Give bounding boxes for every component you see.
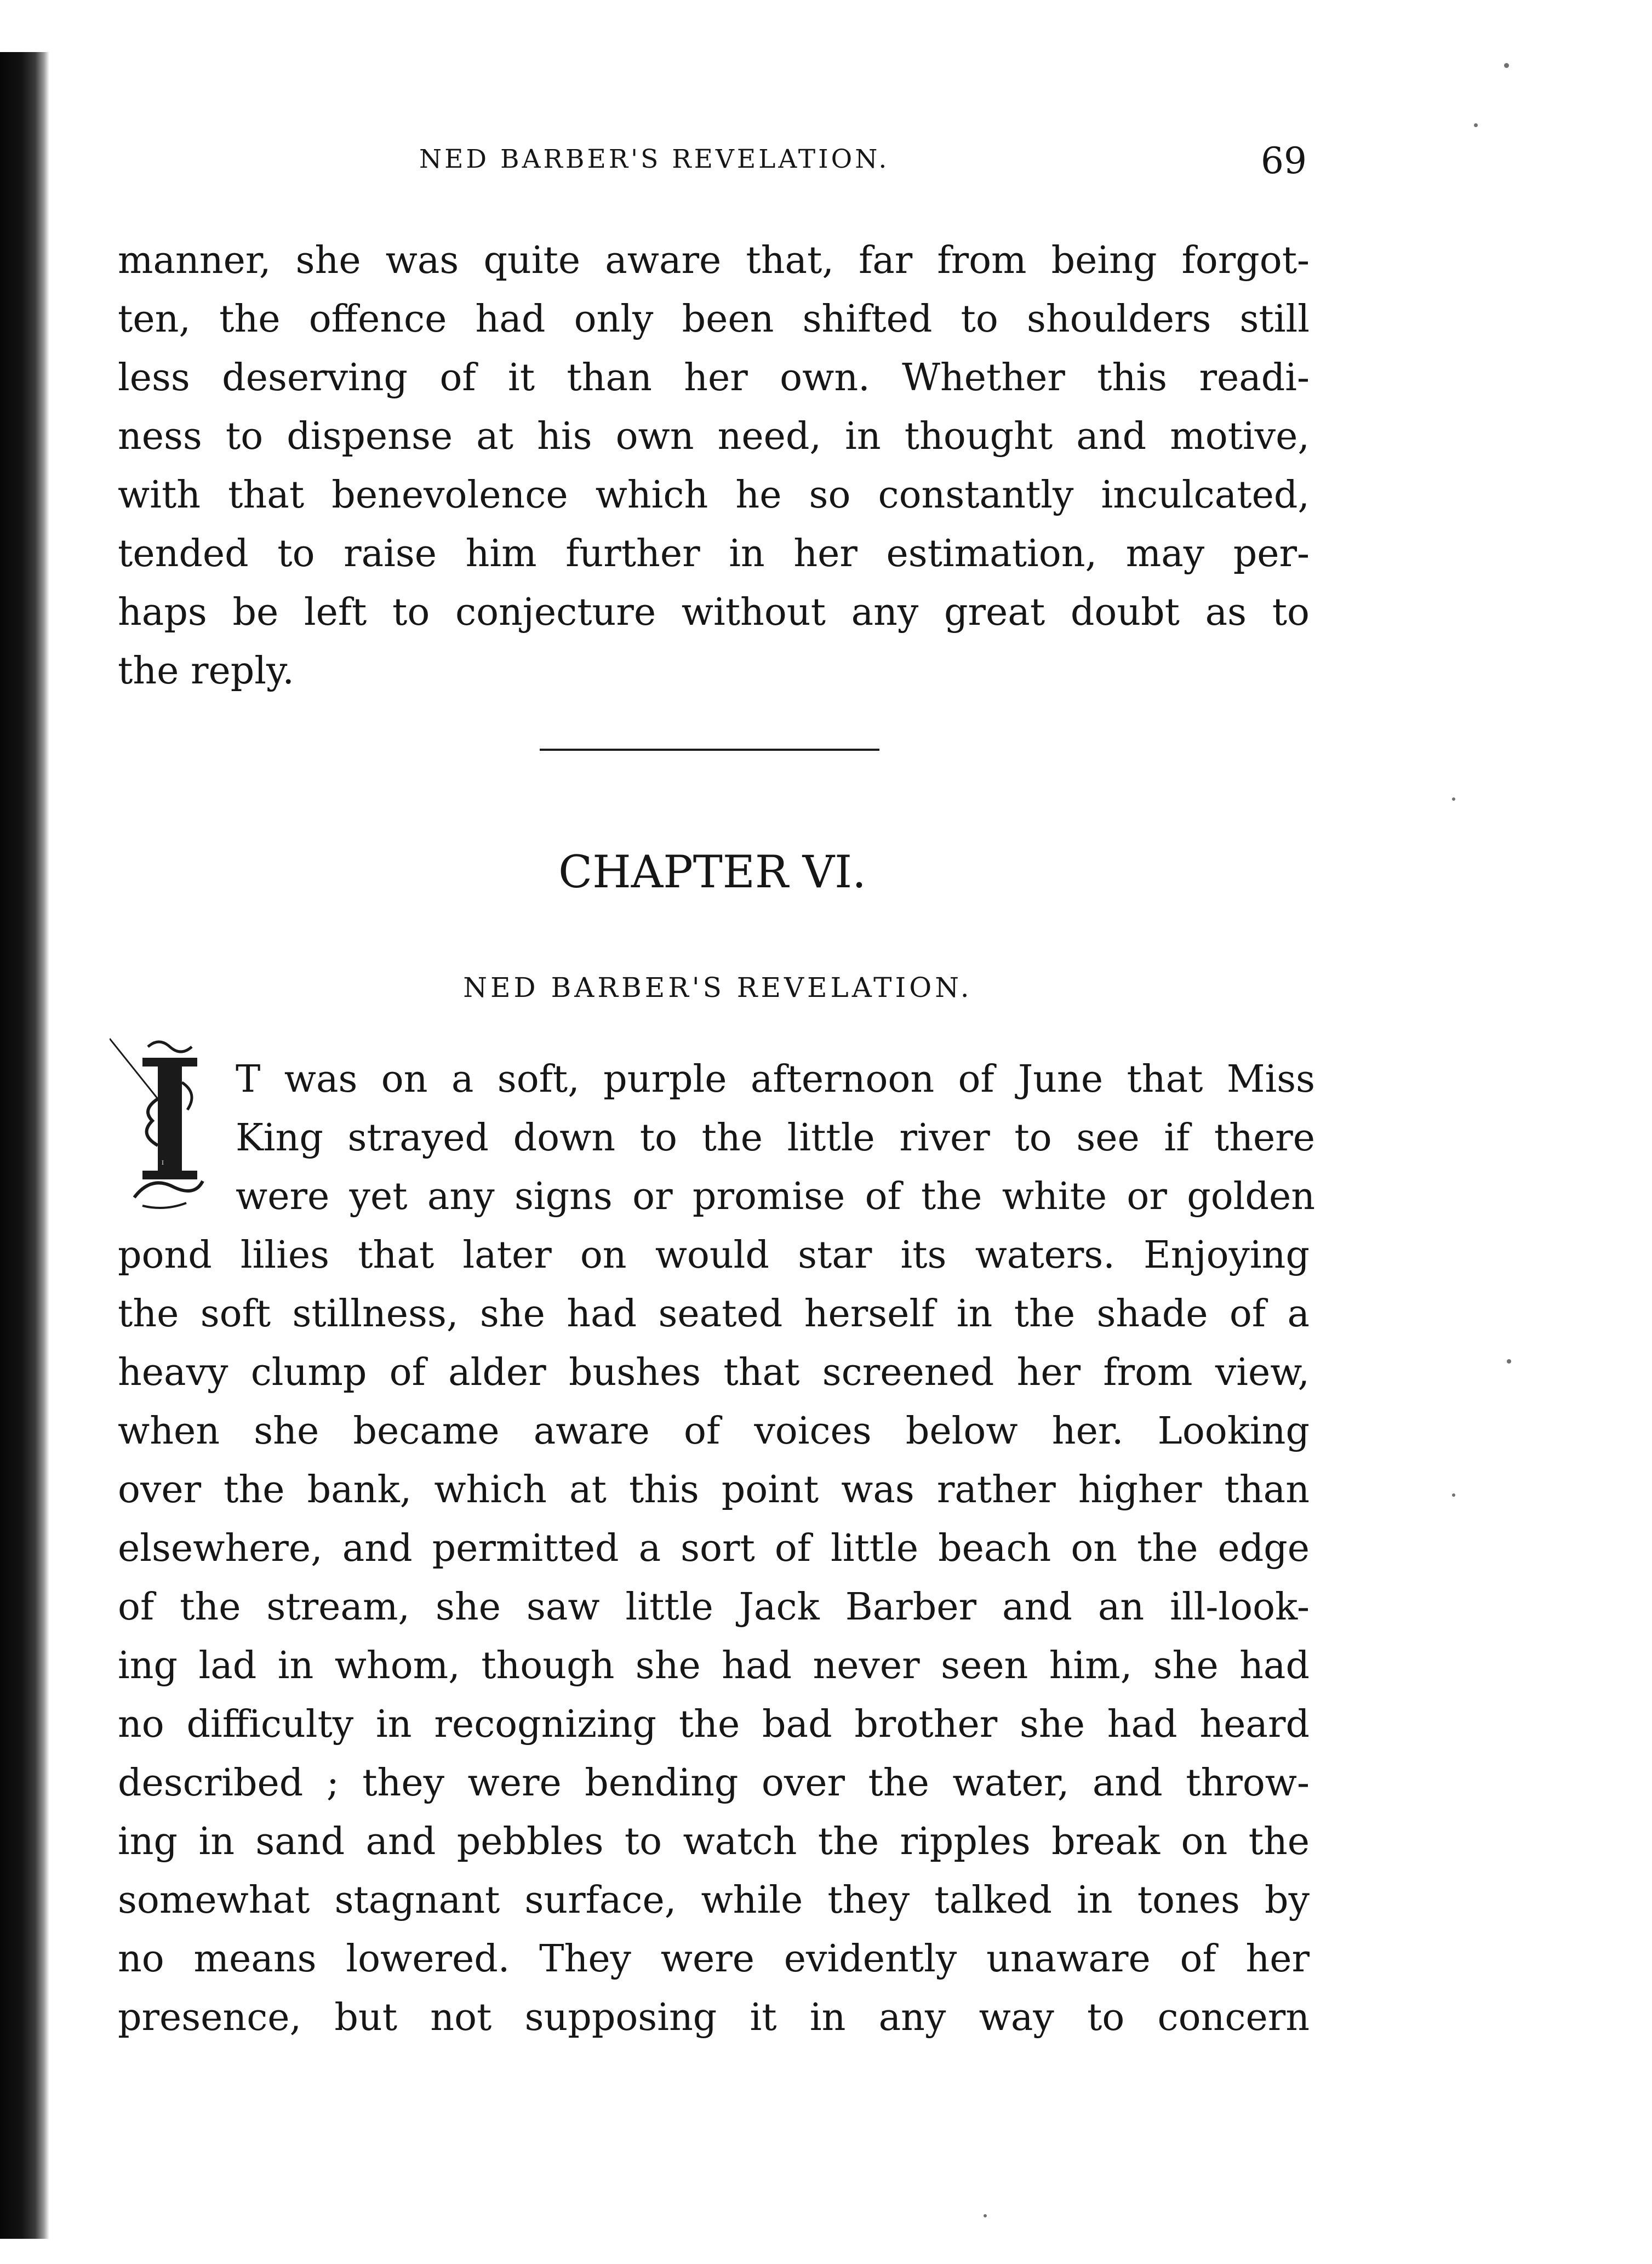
- scan-speck: [1474, 123, 1478, 127]
- text-line: ness to dispense at his own need, in thought and motive,: [118, 415, 1310, 458]
- text-line: T was on a soft, purple afternoon of June that Miss: [236, 1058, 1315, 1101]
- continued-paragraph: [118, 231, 1310, 700]
- section-divider: [540, 749, 879, 751]
- text-line: presence, but not supposing it in any way to concern: [118, 1996, 1310, 2039]
- text-line: of the stream, she saw little Jack Barber and an ill-look-: [118, 1586, 1310, 1629]
- text-line: over the bank, which at this point was rather higher than: [118, 1468, 1310, 1512]
- scan-speck: [1504, 63, 1509, 68]
- text-line: with that benevolence which he so constantly inculcated,: [118, 474, 1310, 517]
- text-line: heavy clump of alder bushes that screened her from view,: [118, 1351, 1310, 1394]
- text-line: elsewhere, and permitted a sort of little beach on the edge: [118, 1527, 1310, 1570]
- scan-speck: [1452, 797, 1455, 801]
- text-line: King strayed down to the little river to see if there: [236, 1116, 1315, 1160]
- page-header: [419, 140, 1307, 189]
- text-line: the reply.: [118, 649, 295, 693]
- text-line: tended to raise him further in her estimation, may per-: [118, 532, 1310, 575]
- text-line: were yet any signs or promise of the white or golden: [236, 1175, 1315, 1218]
- text-line: no means lowered. They were evidently unaware of her: [118, 1937, 1310, 1981]
- chapter-title: CHAPTER VI.: [558, 847, 866, 898]
- running-title: NED BARBER'S REVELATION.: [419, 144, 890, 174]
- text-line: when she became aware of voices below her. Looking: [118, 1410, 1310, 1453]
- scan-speck: [1507, 1359, 1511, 1364]
- text-line: the soft stillness, she had seated herself in the shade of a: [118, 1292, 1310, 1336]
- chapter-subtitle: NED BARBER'S REVELATION.: [463, 972, 973, 1003]
- chapter-body-paragraph: [118, 1226, 1310, 2047]
- text-line: ing in sand and pebbles to watch the ripples break on the: [118, 1820, 1310, 1863]
- text-line: ing lad in whom, though she had never seen him, she had: [118, 1644, 1310, 1687]
- text-line: ten, the offence had only been shifted to shoulders still: [118, 298, 1310, 341]
- text-line: manner, she was quite aware that, far from being forgot-: [118, 239, 1310, 282]
- text-line: less deserving of it than her own. Whether this readi-: [118, 356, 1310, 400]
- scan-speck: [984, 2214, 987, 2217]
- text-line: haps be left to conjecture without any great doubt as to: [118, 591, 1310, 634]
- text-line: pond lilies that later on would star its waters. Enjoying: [118, 1234, 1310, 1277]
- scan-speck: [1452, 1493, 1455, 1497]
- chapter-opening-lines: [236, 1050, 1315, 1226]
- text-line: no difficulty in recognizing the bad brother she had heard: [118, 1703, 1310, 1746]
- book-binding-edge: [0, 52, 49, 2239]
- text-line: somewhat stagnant surface, while they talked in tones by: [118, 1879, 1310, 1922]
- ornamental-dropcap-i: [110, 1033, 214, 1214]
- dropcap-letter: I: [162, 1160, 164, 1166]
- text-line: described ; they were bending over the water, and throw-: [118, 1761, 1310, 1805]
- page-number: 69: [1261, 140, 1307, 182]
